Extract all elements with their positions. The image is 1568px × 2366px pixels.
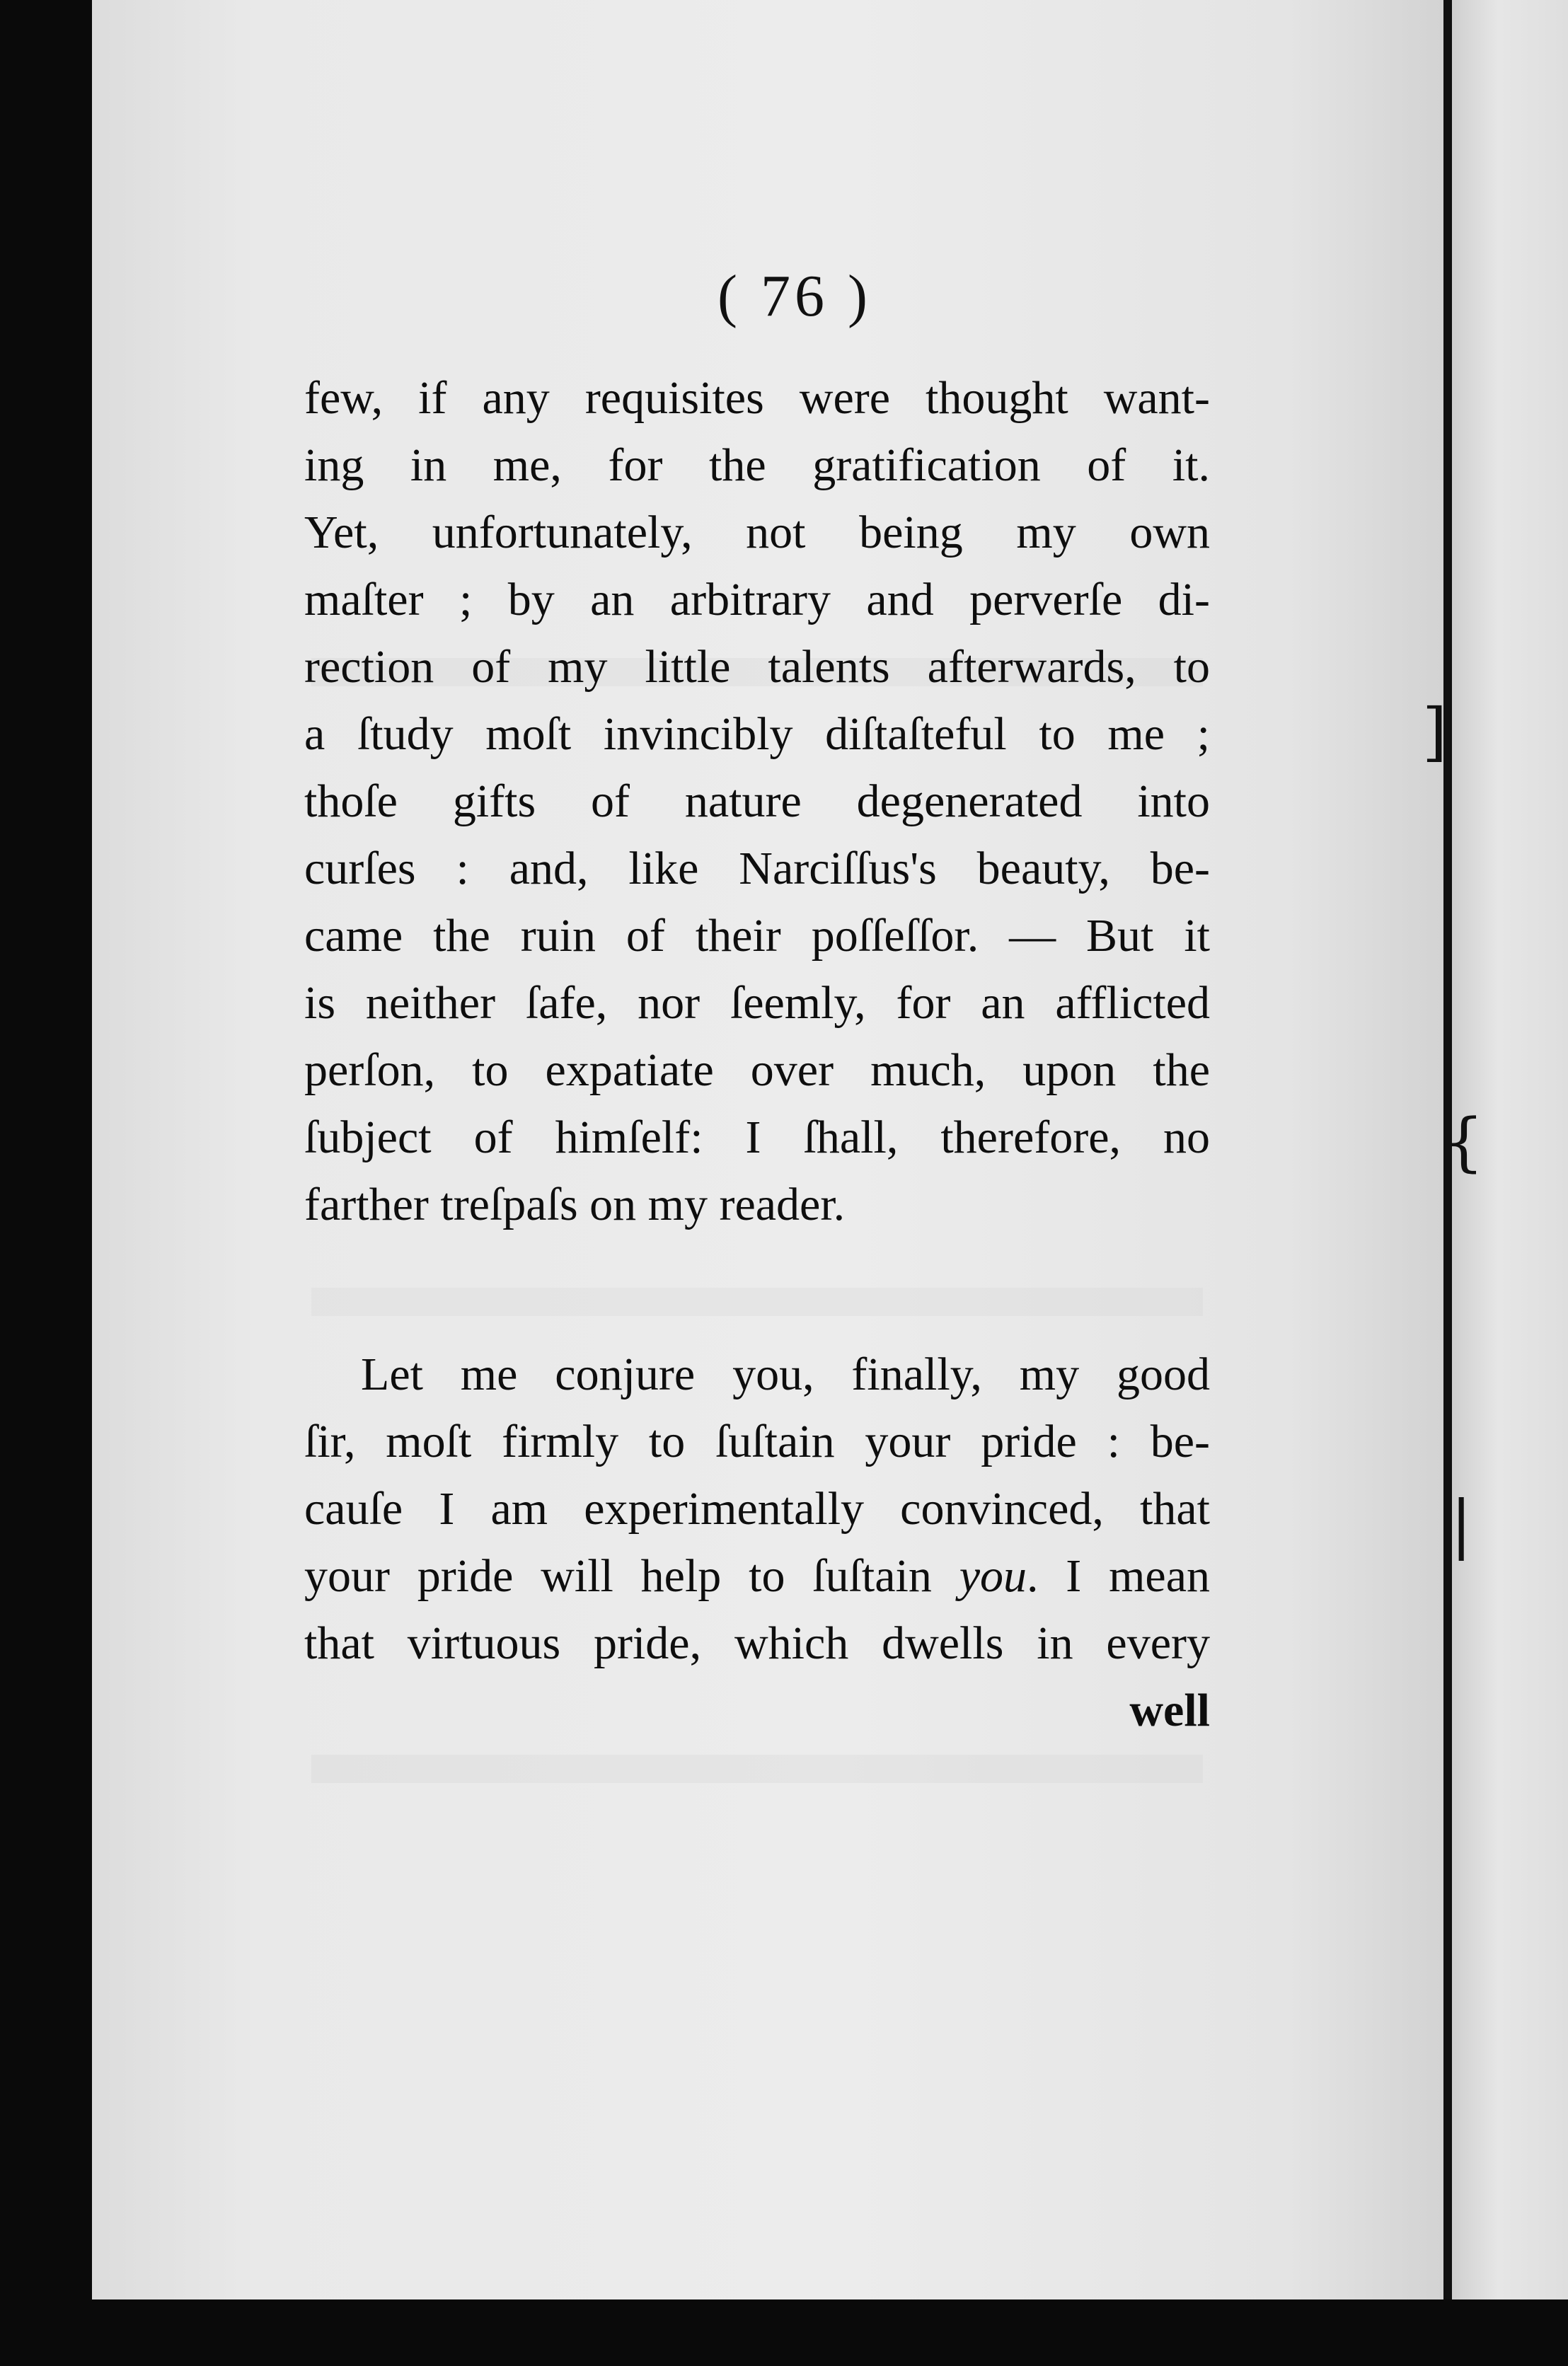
text-line: Let me conjure you, finally, my good — [361, 1349, 1210, 1400]
bleed-through-shading — [311, 1288, 1203, 1316]
text-line: a ſtudy moſt invincibly diſtaſteful to me ; — [304, 708, 1210, 760]
text-line: ing in me, for the gratification of it. — [304, 439, 1210, 491]
scan-bottom-border — [0, 2299, 1568, 2366]
paragraph-1 — [304, 364, 1210, 1238]
text-line: Yet, unfortunately, not being my own — [304, 507, 1210, 558]
text-line: ſir, moſt firmly to ſuſtain your pride : be- — [304, 1416, 1210, 1467]
text-line: cauſe I am experimentally convinced, that — [304, 1483, 1210, 1535]
text-line: perſon, to expatiate over much, upon the — [304, 1044, 1210, 1096]
text-line — [304, 1542, 1210, 1610]
text-line: came the ruin of their poſſeſſor. — But it — [304, 910, 1210, 962]
text-line: few, if any requisites were thought want- — [304, 372, 1210, 424]
text-line: rection of my little talents afterwards, to — [304, 641, 1210, 693]
text-line: is neither ſafe, nor ſeemly, for an afflicted — [304, 977, 1210, 1029]
gutter-bracket-mark: | — [1451, 1487, 1472, 1562]
text-line: that virtuous pride, which dwells in every — [304, 1617, 1210, 1669]
text-line: curſes : and, like Narciſſus's beauty, be- — [304, 843, 1210, 894]
text-segment: your pride will help to ſuſtain — [304, 1550, 959, 1602]
gutter-bracket-mark: ] — [1422, 695, 1448, 769]
text-line: ſubject of himſelf: I ſhall, therefore, no — [304, 1112, 1210, 1163]
catchword: well — [1129, 1685, 1210, 1736]
text-line: farther treſpaſs on my reader. — [304, 1179, 846, 1230]
gutter-bracket-mark: { — [1443, 1105, 1485, 1179]
paragraph-2 — [304, 1341, 1210, 1744]
text-line: thoſe gifts of nature degenerated into — [304, 775, 1210, 827]
text-segment: . I mean — [1026, 1550, 1210, 1602]
bleed-through-shading — [311, 1755, 1203, 1783]
text-line: maſter ; by an arbitrary and perverſe di- — [304, 574, 1210, 625]
italic-word: you — [959, 1550, 1027, 1602]
page-number: ( 76 ) — [717, 263, 872, 329]
